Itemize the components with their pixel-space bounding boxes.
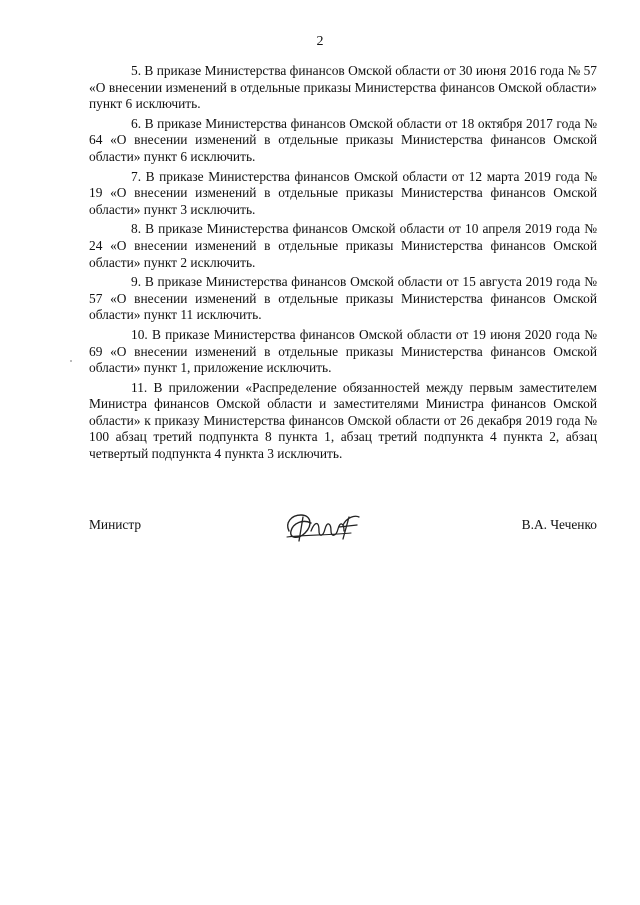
scan-speck [70, 360, 72, 362]
paragraph-8: 8. В приказе Министерства финансов Омской области от 10 апреля 2019 года № 24 «О внесении изменений в отдельные приказы Министерства финансов Омской области» пункт 2 исключить. [89, 221, 597, 270]
paragraph-6: 6. В приказе Министерства финансов Омской области от 18 октября 2017 года № 64 «О внесении изменений в отдельные приказы Министерства финансов Омской области» пункт 6 исключить. [89, 115, 597, 164]
signatory-title: Министр [89, 517, 142, 532]
page-number: 2 [316, 34, 324, 49]
paragraph-7: 7. В приказе Министерства финансов Омской области от 12 марта 2019 года № 19 «О внесении изменений в отдельные приказы Министерства финансов Омской области» пункт 3 исключить. [89, 168, 597, 217]
paragraph-9: 9. В приказе Министерства финансов Омской области от 15 августа 2019 года № 57 «О внесении изменений в отдельные приказы Министерства финансов Омской области» пункт 11 исключить. [89, 274, 597, 323]
paragraph-5: 5. В приказе Министерства финансов Омской области от 30 июня 2016 года № 57 «О внесении изменений в отдельные приказы Министерства финансов Омской области» пункт 6 исключить. [89, 63, 597, 112]
paragraph-11: 11. В приложении «Распределение обязанностей между первым заместителем Министра финансов Омской области и заместителями Министра финансов Омской области» к приказу Министерства финансов Омской области от 26 декабря 2019 года № 100 абзац третий подпункта 8 пункта 1, абзац третий подпункта 4 пункта 2, абзац четвертый подпункта 4 пункта 3 исключить. [89, 379, 597, 462]
document-body [89, 63, 597, 466]
signatory-name: В.А. Чеченко [521, 517, 597, 532]
signature-block [89, 509, 597, 549]
paragraph-10: 10. В приказе Министерства финансов Омской области от 19 июня 2020 года № 69 «О внесении изменений в отдельные приказы Министерства финансов Омской области» пункт 1, приложение исключить. [89, 326, 597, 376]
handwritten-signature [281, 509, 363, 545]
